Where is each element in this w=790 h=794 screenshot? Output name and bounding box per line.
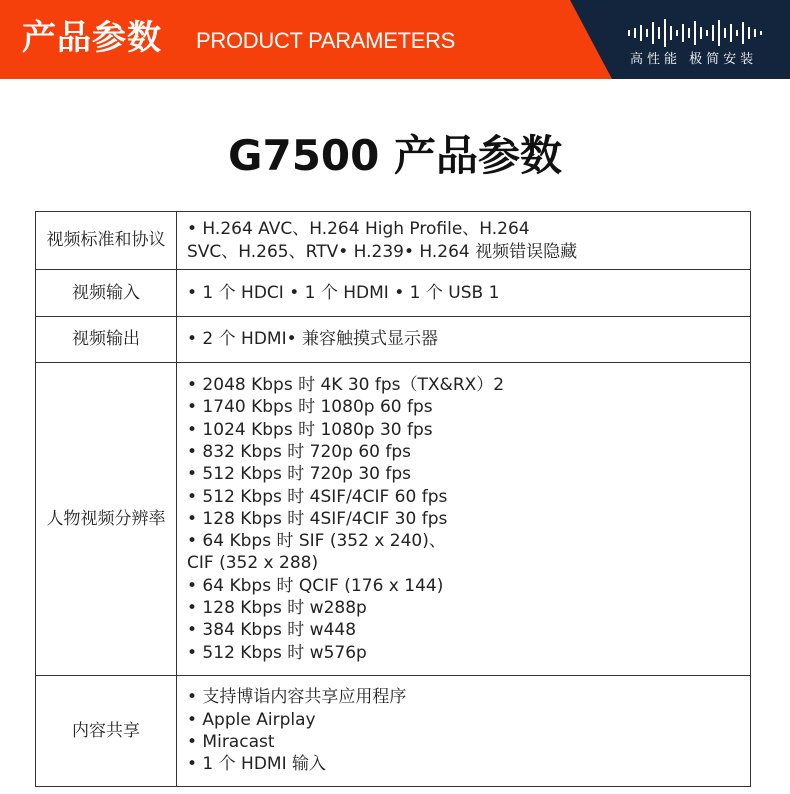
spec-line: • 128 Kbps 时 4SIF/4CIF 30 fps xyxy=(187,508,448,529)
spec-line: • 64 Kbps 时 SIF (352 x 240)、 xyxy=(187,531,446,552)
spec-row-content-sharing xyxy=(36,676,751,787)
spec-row-resolution xyxy=(36,363,751,676)
spec-value xyxy=(177,363,751,676)
spec-line: • 832 Kbps 时 720p 60 fps xyxy=(187,441,411,462)
spec-line: • 512 Kbps 时 4SIF/4CIF 60 fps xyxy=(187,486,448,507)
spec-value xyxy=(177,212,751,270)
spec-line: SVC、H.265、RTV• H.239• H.264 视频错误隐藏 xyxy=(187,241,578,262)
spec-label: 内容共享 xyxy=(36,676,177,787)
banner-title-cn: 产品参数 xyxy=(22,18,162,58)
page-title: G7500 产品参数 xyxy=(228,131,562,180)
spec-value xyxy=(177,317,751,363)
spec-line: • 512 Kbps 时 720p 30 fps xyxy=(187,464,411,485)
spec-line: CIF (352 x 288) xyxy=(187,553,319,574)
spec-row-video-output xyxy=(36,317,751,363)
soundwave-icon xyxy=(628,19,762,47)
spec-line: • 支持博诣内容共享应用程序 xyxy=(187,687,407,708)
spec-line: • 1 个 HDCI • 1 个 HDMI • 1 个 USB 1 xyxy=(187,282,500,303)
banner-title-en: PRODUCT PARAMETERS xyxy=(196,28,456,53)
spec-line: • 1740 Kbps 时 1080p 60 fps xyxy=(187,397,433,418)
spec-line: • 2048 Kbps 时 4K 30 fps（TX&RX）2 xyxy=(187,375,505,396)
header-banner xyxy=(0,0,790,79)
spec-table xyxy=(35,211,751,787)
spec-line: • 1 个 HDMI 输入 xyxy=(187,754,327,775)
spec-line: • H.264 AVC、H.264 High Profile、H.264 xyxy=(187,219,530,240)
spec-line: • 1024 Kbps 时 1080p 30 fps xyxy=(187,419,433,440)
spec-label: 视频输出 xyxy=(36,317,177,363)
banner-slogan: 高性能 极简安装 xyxy=(630,52,758,67)
spec-line: • 128 Kbps 时 w288p xyxy=(187,598,367,619)
spec-row-video-input xyxy=(36,270,751,317)
spec-value xyxy=(177,676,751,787)
spec-line: • 384 Kbps 时 w448 xyxy=(187,620,357,641)
spec-line: • 2 个 HDMI• 兼容触摸式显示器 xyxy=(187,329,439,350)
spec-line: • Apple Airplay xyxy=(187,709,316,730)
spec-line: • 64 Kbps 时 QCIF (176 x 144) xyxy=(187,575,444,596)
spec-label: 视频标准和协议 xyxy=(36,212,177,270)
spec-value xyxy=(177,270,751,317)
spec-line: • 512 Kbps 时 w576p xyxy=(187,642,367,663)
spec-label: 视频输入 xyxy=(36,270,177,317)
spec-line: • Miracast xyxy=(187,732,275,752)
spec-label: 人物视频分辨率 xyxy=(36,363,177,676)
spec-row-protocol xyxy=(36,212,751,270)
